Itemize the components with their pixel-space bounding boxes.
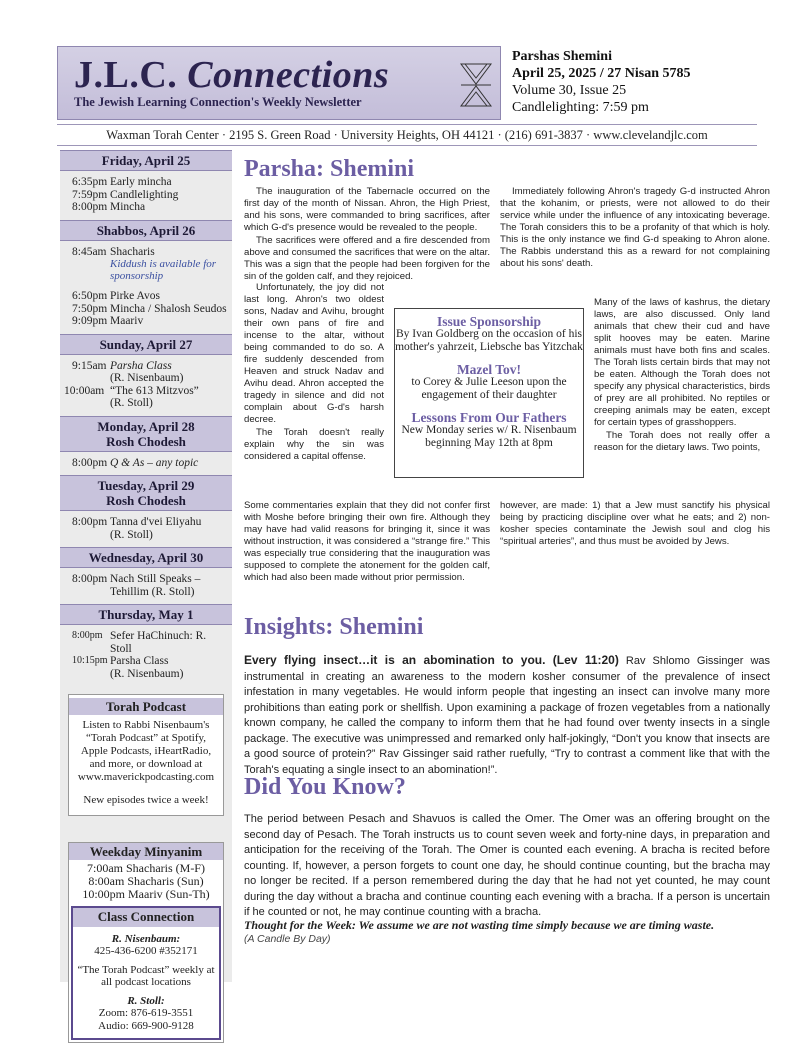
parsha-column-1: The inauguration of the Tabernacle occurred on the first day of the month of Nissan. Ahron, the High Priest, and his sons, were commanded to bring sacrifices, after which G-d's presence would be revealed to the people. The sacrifices were offered and a fire descended from above and consumed the sacrifices that were on the altar. This was a sign that the people had been forgiven for the sin of the golden calf, and they rejoiced. <box>244 186 490 282</box>
minyan-item: 8:00am Shacharis (Sun) <box>88 874 204 888</box>
event-row: 6:35pm Early mincha <box>72 176 172 188</box>
issue-date: April 25, 2025 / 27 Nisan 5785 <box>512 66 691 81</box>
address-bar: Waxman Torah Center · 2195 S. Green Road · University Heights, OH 44121 · (216) 691-3837 · www.clevelandjlc.com <box>57 124 757 146</box>
event-row: 6:50pm Pirke Avos <box>72 290 160 302</box>
minyan-item: 7:00am Shacharis (M-F) <box>87 861 205 875</box>
event-row: 8:00pm Sefer HaChinuch: R. Stoll <box>72 630 207 655</box>
insights-heading: Insights: Shemini <box>244 614 424 640</box>
event-row: 8:45am Shacharis <box>72 245 155 258</box>
class-connection-heading: Class Connection <box>73 908 219 927</box>
thought-for-week <box>244 918 770 946</box>
newsletter-subtitle: The Jewish Learning Connection's Weekly Newsletter <box>74 95 362 109</box>
logo-icon <box>458 60 494 110</box>
parsha-column-2: Immediately following Ahron's tragedy G-d instructed Ahron that the kohanim, or priests, were not allowed to do their service while under the influence of any intoxicating beverage. The Torah considers this to be a profanity of that which is holy. This is the only instance we find G-d speaking to Ahron alone. The Rabbis understand this as a reward for not complaining about his sons' death. <box>500 186 770 269</box>
day-heading-thursday: Thursday, May 1 <box>60 604 232 625</box>
lessons-text: New Monday series w/ R. Nisenbaum beginning May 12th at 8pm <box>401 424 577 449</box>
event-row: 7:50pm Mincha / Shalosh Seudos <box>72 302 227 315</box>
day-heading-monday: Monday, April 28 Rosh Chodesh <box>60 416 232 452</box>
day-heading-wednesday: Wednesday, April 30 <box>60 547 232 568</box>
insights-lead: Every flying insect…it is an abomination to you. (Lev 11:20) <box>244 653 619 667</box>
parsha-heading: Parsha: Shemini <box>244 156 415 182</box>
weekday-minyanim-box <box>68 842 224 1043</box>
tuesday-events: 8:00pm Tanna d'vei Eliyahu (R. Stoll) <box>60 511 232 547</box>
candlelighting-time: Candlelighting: 7:59 pm <box>512 100 649 115</box>
sunday-events: 9:15am Parsha Class (R. Nisenbaum) 10:00am “The 613 Mitzvos” (R. Stoll) <box>60 355 232 416</box>
podcast-body: Listen to Rabbi Nisenbaum's “Torah Podcast” at Spotify, Apple Podcasts, iHeartRadio, and more, or download at www.maverickpodcasting.com <box>77 719 215 783</box>
event-row: 9:15am Parsha Class <box>72 359 172 372</box>
podcast-note: “The Torah Podcast” weekly at all podcast locations <box>77 963 215 988</box>
wednesday-events: 8:00pm Nach Still Speaks – Tehillim (R. Stoll) <box>60 568 232 604</box>
parsha-column-2-bottom: however, are made: 1) that a Jew must sanctify his physical being by practicing discipline over what he eats; and 2) non-kosher species contaminate the Jewish soul and clog his “spiritual arteries”, and thus must be avoided by Jews. <box>500 500 770 547</box>
thursday-events: 8:00pm Sefer HaChinuch: R. Stoll 10:15pm Parsha Class (R. Nisenbaum) <box>60 625 232 686</box>
event-row: 8:00pm Mincha <box>72 201 146 213</box>
minyan-item: 10:00pm Maariv (Sun-Th) <box>82 887 210 901</box>
masthead <box>57 46 501 120</box>
event-row: 10:00am “The 613 Mitzvos” <box>64 384 199 397</box>
day-heading-tuesday: Tuesday, April 29 Rosh Chodesh <box>60 475 232 511</box>
did-you-know-heading: Did You Know? <box>244 774 406 800</box>
issue-volume: Volume 30, Issue 25 <box>512 83 627 98</box>
event-row: 8:00pm Q & As – any topic <box>72 456 199 469</box>
parsha-name: Parshas Shemini <box>512 49 612 64</box>
minyanim-heading: Weekday Minyanim <box>69 843 223 860</box>
class-connection-box <box>71 906 221 1040</box>
sponsorship-heading: Issue Sponsorship <box>437 314 541 329</box>
event-row: 8:00pm Nach Still Speaks – <box>72 573 201 585</box>
event-row: 7:59pm Candlelighting <box>72 188 179 201</box>
friday-events <box>60 171 232 220</box>
parsha-column-1-narrow: Unfortunately, the joy did not last long. Ahron's two oldest sons, Nadav and Avihu, brought their own pans of fire and incense to the altar, without being commanded to do so. A fire suddenly descended from Heaven and struck Nadav and Avihu dead. Ahron accepted the tragedy in silence and did not complain about G-d's harsh decree. The Torah doesn't really explain why the sin was considered a capital offense. <box>244 282 384 462</box>
day-heading-friday: Friday, April 25 <box>60 150 232 171</box>
sponsorship-text: By Ivan Goldberg on the occasion of his mother's yahrzeit, Liebsche bas Yitzchak <box>395 328 583 353</box>
insights-body: Every flying insect…it is an abomination to you. (Lev 11:20) Rav Shlomo Gissinger was instrumental in creating an awareness to the modern kosher consumer of the prevalence of insect infestation in many vegetables. He would inform people that ingesting an insect can involve many more prohibitions than eating pork or shellfish. Upon examining a package of frozen vegetables from a nationally known company, he called the company to inform them that he had found over twenty insects in a single package. The executive was unimpressed and remarked only half-jokingly, “Don't you know that insects are a good source of protein?” Rav Gissinger said rather ruefully, “Try to contrast a comment like that with the Torah's equating a single insect to an abomination!”. <box>244 653 771 776</box>
did-you-know-body: The period between Pesach and Shavuos is called the Omer. The Omer was an offering brought on the second day of Pesach. The Torah instructs us to count seven week and forty-nine days, in preparation and anticipation for the receiving of the Torah. The Omer is counted each evening. A bracha is recited before counting. If, however, a person forgets to count one day, he should continue counting, but the bracha may no longer be recited. If a person remembered during the day that he had not yet counted, he may count during the day without a bracha and continue counting each evening with a bracha. If a person is uncertain if he counted or not, he may continue counting with a bracha. <box>244 813 770 918</box>
day-heading-shabbos: Shabbos, April 26 <box>60 220 232 241</box>
mazel-tov-heading: Mazel Tov! <box>456 362 522 377</box>
day-heading-sunday: Sunday, April 27 <box>60 334 232 355</box>
sponsorship-box <box>394 308 584 478</box>
lessons-heading: Lessons From Our Fathers <box>411 410 567 425</box>
shabbos-events <box>60 241 232 334</box>
event-row: 8:00pm Tanna d'vei Eliyahu <box>72 516 202 528</box>
kiddush-note: Kiddush is available for sponsorship <box>110 258 217 282</box>
thought-quote: Thought for the Week: We assume we are not wasting time simply because we are timing waste. <box>244 918 715 932</box>
schedule-sidebar <box>60 150 232 1032</box>
parsha-column-2-narrow: Many of the laws of kashrus, the dietary laws, are also discussed. Only land animals that chew their cud and have split hooves may be eaten. Marine animals must have both fins and scales. The Torah lists certain birds that may not be eaten. Although the Torah does not specify any physical characteristics, birds of prey are all prohibited. No reptiles or creeping animals may be eaten, except for certain types of grasshoppers. The Torah does not really offer a reason for the dietary laws. Two points, <box>594 297 770 453</box>
audio-number: Audio: 669-900-9128 <box>98 1019 194 1032</box>
newsletter-title: J.L.C. Connections <box>74 54 390 96</box>
podcast-footer: New episodes twice a week! <box>83 794 209 806</box>
phone-number: 425-436-6200 #352171 <box>94 945 198 957</box>
thought-source: (A Candle By Day) <box>244 933 331 945</box>
rabbi-name: R. Nisenbaum: <box>111 932 181 945</box>
monday-events <box>60 452 232 476</box>
mazel-tov-text: to Corey & Julie Leeson upon the engagement of their daughter <box>411 376 567 401</box>
zoom-number: Zoom: 876-619-3551 <box>98 1007 194 1019</box>
rabbi-name: R. Stoll: <box>127 994 165 1007</box>
issue-info <box>512 48 752 116</box>
event-row: 10:15pm Parsha Class <box>72 655 169 667</box>
parsha-column-1-bottom: Some commentaries explain that they did not confer first with Moshe before bringing their own fire. Although they may have had valid reasons for bringing it, since it was without instruction, it was considered a “strange fire.” This was especially true considering that the inauguration was supposed to complete the atonement for the golden calf, which had also been made without prior permission. <box>244 500 490 583</box>
torah-podcast-box <box>68 694 224 816</box>
event-row: 9:09pm Maariv <box>72 315 144 327</box>
podcast-heading: Torah Podcast <box>69 698 223 715</box>
